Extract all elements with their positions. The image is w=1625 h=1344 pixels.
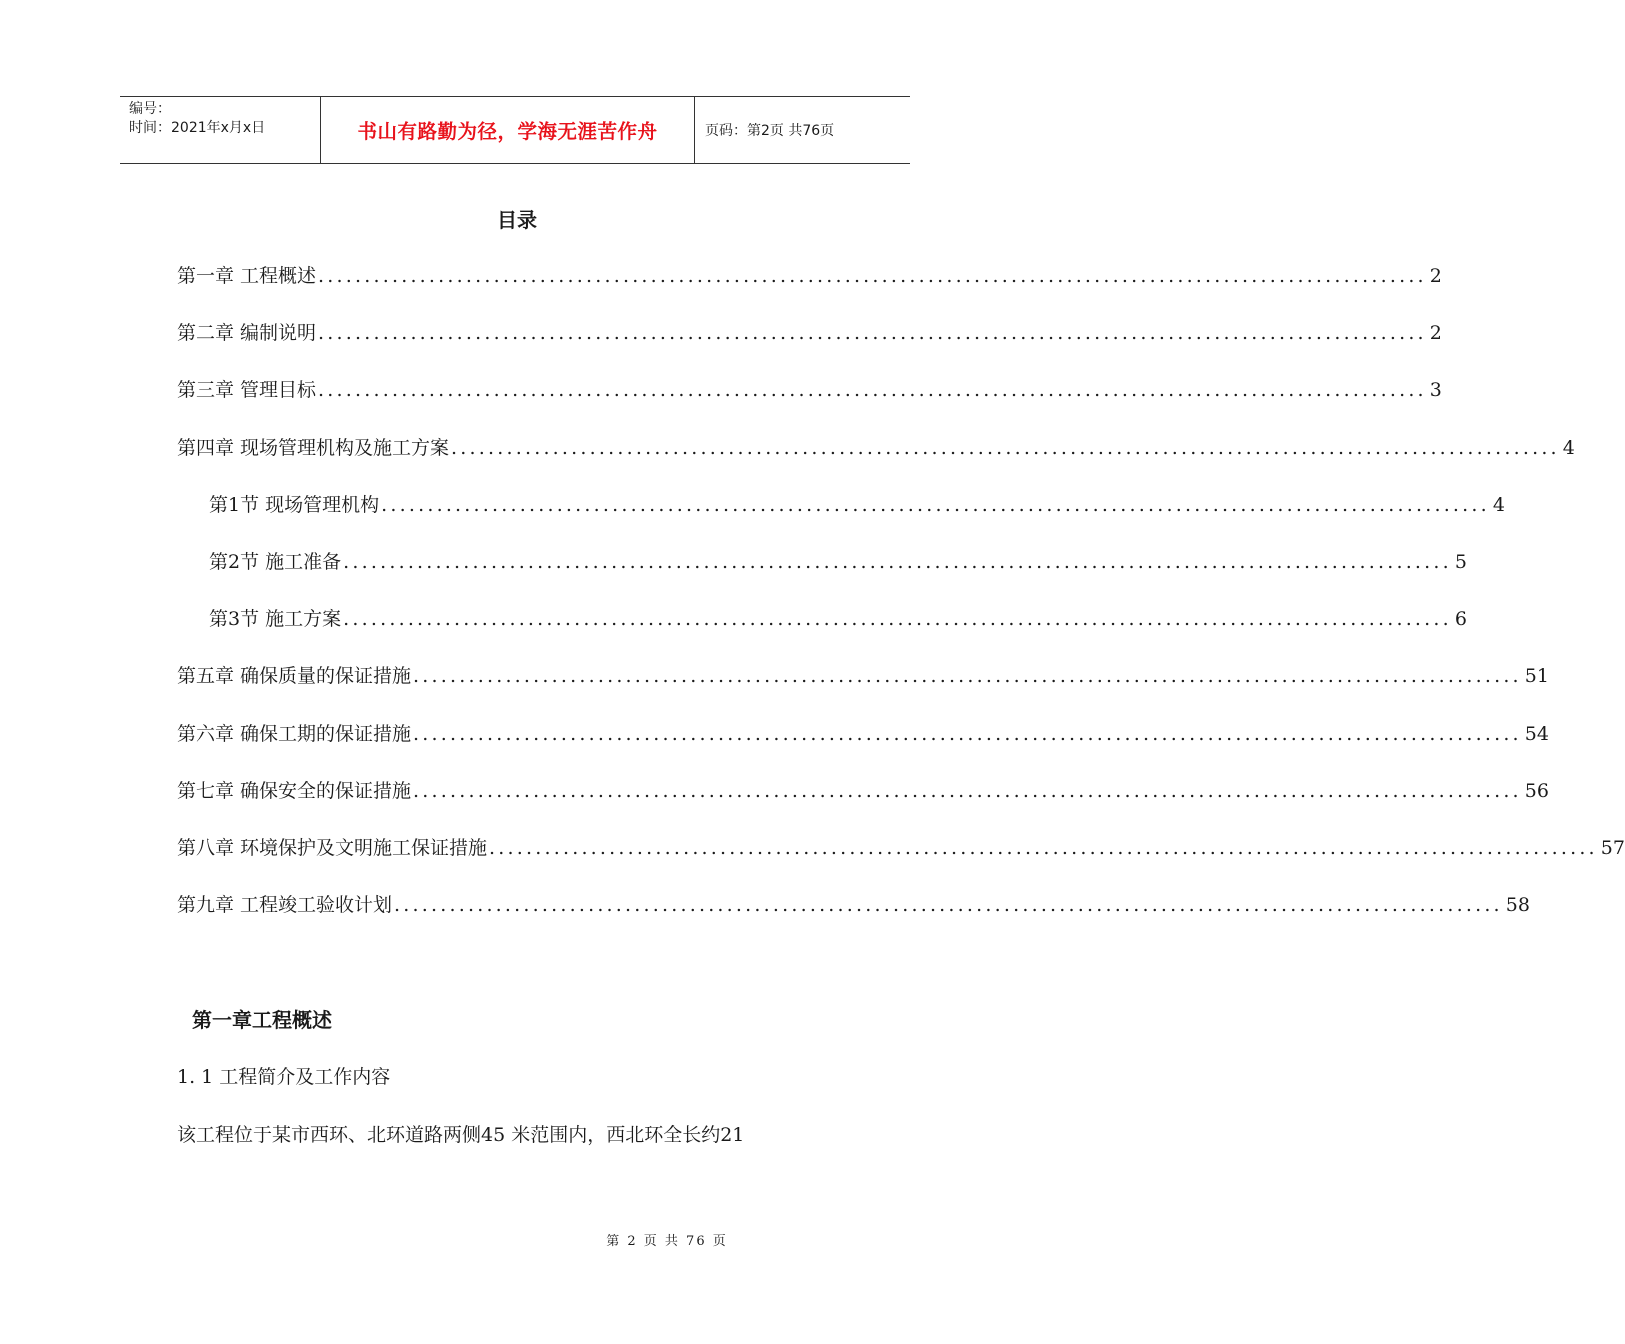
toc-leader-dots: ........................................................................................................................ bbox=[343, 551, 1452, 573]
toc-title: 目录 bbox=[497, 208, 537, 232]
toc-leader-dots: ........................................................................................................................ bbox=[413, 665, 1522, 688]
header-meta-cell bbox=[120, 97, 321, 163]
toc-entry-label: 第1节 现场管理机构 bbox=[209, 493, 380, 516]
toc-entry[interactable] bbox=[209, 605, 1467, 633]
toc-entry-page: 3 bbox=[1429, 379, 1442, 402]
toc-entry-label: 第2节 施工准备 bbox=[209, 551, 342, 573]
header-motto: 书山有路勤为径，学海无涯苦作舟 bbox=[321, 97, 695, 163]
toc-entry-page: 58 bbox=[1505, 894, 1530, 917]
toc-leader-dots: ........................................................................................................................ bbox=[318, 379, 1427, 402]
toc-entry[interactable] bbox=[177, 319, 1442, 347]
body-paragraph: 该工程位于某市西环、北环道路两侧45 米范围内，西北环全长约21 bbox=[177, 1124, 745, 1146]
toc-entry[interactable] bbox=[177, 662, 1549, 690]
toc-entry-label: 第四章 现场管理机构及施工方案 bbox=[177, 436, 450, 459]
toc-leader-dots: ........................................................................................................................ bbox=[413, 779, 1522, 802]
toc-entry-page: 51 bbox=[1524, 665, 1549, 688]
toc-entry-label: 第3节 施工方案 bbox=[209, 608, 342, 631]
toc-entry-page: 2 bbox=[1429, 265, 1442, 287]
toc-entry[interactable] bbox=[177, 891, 1530, 919]
toc-entry-label: 第六章 确保工期的保证措施 bbox=[177, 722, 412, 745]
toc-entry-page: 54 bbox=[1524, 722, 1549, 745]
toc-entry[interactable] bbox=[177, 777, 1549, 805]
toc-entry-page: 5 bbox=[1454, 551, 1467, 573]
toc-entry-page: 6 bbox=[1454, 608, 1467, 631]
page-footer: 第 2 页 共 76 页 bbox=[606, 1234, 728, 1249]
toc-entry-label: 第一章 工程概述 bbox=[177, 265, 317, 287]
toc-entry[interactable] bbox=[177, 720, 1549, 748]
toc-leader-dots: ........................................................................................................................ bbox=[489, 837, 1598, 859]
section-heading: 第一章工程概述 bbox=[192, 1008, 332, 1032]
document-time-label: 时间：2021年x月x日 bbox=[129, 120, 266, 136]
toc-leader-dots: ........................................................................................................................ bbox=[413, 722, 1522, 745]
toc-entry[interactable] bbox=[177, 262, 1442, 290]
toc-entry[interactable] bbox=[177, 376, 1442, 404]
toc-entry-page: 4 bbox=[1562, 436, 1575, 459]
toc-entry-label: 第二章 编制说明 bbox=[177, 322, 317, 345]
toc-entry[interactable] bbox=[177, 834, 1625, 862]
toc-leader-dots: ........................................................................................................................ bbox=[381, 493, 1490, 516]
header-page-code: 页码：第2页 共76页 bbox=[705, 123, 835, 139]
document-number-label: 编号： bbox=[129, 101, 171, 117]
toc-entry[interactable] bbox=[209, 548, 1467, 576]
toc-leader-dots: ........................................................................................................................ bbox=[451, 436, 1560, 459]
toc-entry-page: 56 bbox=[1524, 779, 1549, 802]
subsection-heading: 1. 1 工程简介及工作内容 bbox=[177, 1066, 391, 1088]
toc-entry-page: 2 bbox=[1429, 322, 1442, 345]
toc-entry-page: 4 bbox=[1492, 493, 1505, 516]
toc-entry-label: 第九章 工程竣工验收计划 bbox=[177, 894, 393, 917]
toc-entry[interactable] bbox=[209, 491, 1505, 519]
toc-leader-dots: ........................................................................................................................ bbox=[343, 608, 1452, 631]
toc-entry-label: 第八章 环境保护及文明施工保证措施 bbox=[177, 837, 488, 859]
toc-entry-label: 第三章 管理目标 bbox=[177, 379, 317, 402]
toc-entry[interactable] bbox=[177, 434, 1575, 462]
toc-entry-label: 第七章 确保安全的保证措施 bbox=[177, 779, 412, 802]
toc-entry-page: 57 bbox=[1600, 837, 1625, 859]
toc-entry-label: 第五章 确保质量的保证措施 bbox=[177, 665, 412, 688]
toc-leader-dots: ........................................................................................................................ bbox=[394, 894, 1503, 917]
toc-leader-dots: ........................................................................................................................ bbox=[318, 265, 1427, 287]
header-table bbox=[120, 96, 910, 164]
toc-leader-dots: ........................................................................................................................ bbox=[318, 322, 1427, 345]
